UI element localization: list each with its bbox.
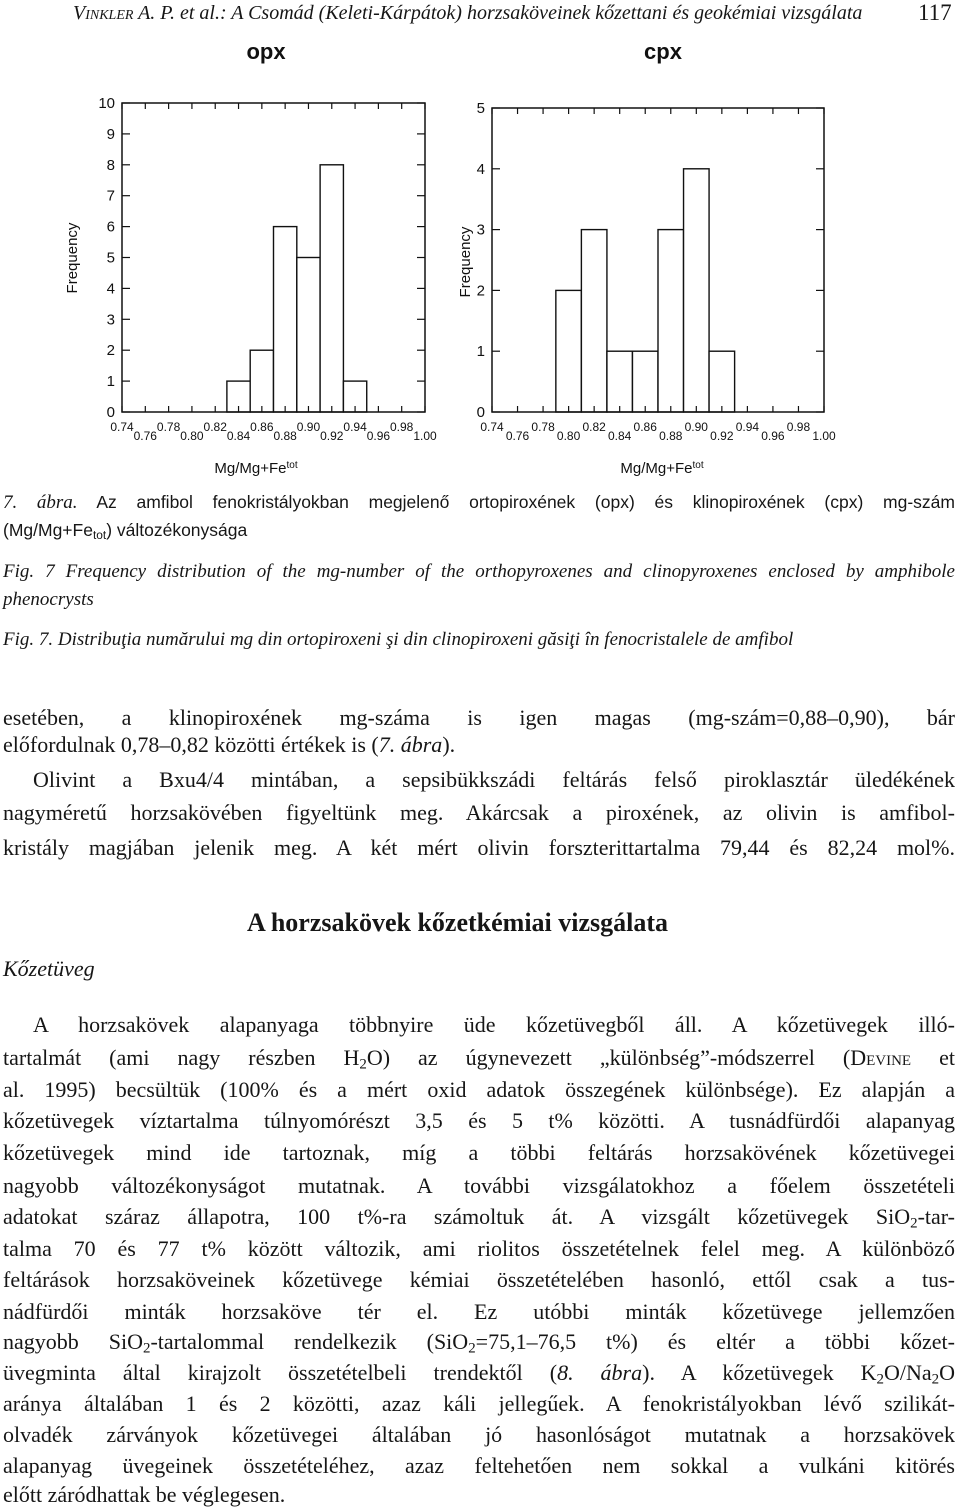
x-tick-label: 0.84 [608, 429, 632, 443]
y-tick-label: 3 [476, 221, 485, 239]
x-tick-label: 0.86 [633, 420, 657, 434]
caption-ro-line-1: Fig. 7. Distribuţia numărului mg din ortopiroxeni şi din clinopiroxeni găsiţi în fenocristalele de amfibol [3, 629, 794, 650]
histogram-bar [556, 290, 582, 412]
text-line: nádfürdői minták horzsaköve tér el. Ez utóbbi minták kőzetüvege jellemzően [3, 1299, 955, 1324]
text-segment: ). [442, 732, 456, 757]
text-segment: előfordulnak 0,78–0,82 közötti értékek is ( [3, 732, 379, 757]
x-tick-label: 0.96 [761, 429, 785, 443]
y-tick-label: 9 [106, 125, 115, 143]
text-segment: -tartalommal rendelkezik (SiO [150, 1329, 469, 1354]
text-line: al. 1995) becsültük (100% és a mért oxid adatok összegének különbsége). Ez alapján a [3, 1077, 955, 1102]
x-tick-label: 0.96 [366, 429, 391, 443]
text-line [3, 1045, 955, 1078]
x-tick-label: 0.80 [556, 429, 581, 443]
caption-hu-line-2 [3, 519, 955, 546]
caption-hu-text: Az amfibol fenokristályokban megjelenő ortopiroxének (opx) és klinopiroxének (cpx) mg-szám [77, 492, 955, 512]
y-tick-label: 6 [106, 218, 115, 236]
text-segment: O [939, 1360, 955, 1385]
x-tick-label: 0.82 [203, 420, 227, 434]
y-axis-label-cpx: Frequency [457, 226, 474, 298]
subscript: 2 [876, 1371, 884, 1388]
x-tick-label: 0.74 [110, 420, 134, 434]
text-line: olvadék zárványok kőzetüvegei általában jó hasonlóságot mutatnak a horzsakövek [3, 1422, 955, 1447]
caption-en-line-2: phenocrysts [3, 589, 94, 610]
y-tick-label: 8 [106, 156, 115, 174]
text-line: előtt záródhattak be véglegesen. [3, 1482, 286, 1507]
x-tick-label: 0.76 [505, 429, 530, 443]
text-line: kőzetüvegek mind ide tartoznak, míg a többi feltárás horzsakövének kőzetüvegei [3, 1140, 955, 1165]
text-line [3, 1204, 955, 1237]
histogram-figure [0, 0, 960, 490]
text-segment: üvegminta által kirajzolt összetételbeli trendektől ( [3, 1360, 558, 1385]
subscript: 2 [142, 1340, 151, 1357]
text-line: talma 70 és 77 t% között változik, ami riolitos összetételnek felel meg. A különböző [3, 1236, 955, 1261]
figure-reference: 8. ábra [557, 1360, 643, 1385]
histogram-bar [320, 165, 343, 412]
x-tick-label: 0.84 [226, 429, 251, 443]
text-line: kristály magjában jelenik meg. A két mért olivin forszterittartalma 79,44 és 82,24 mol%. [3, 835, 955, 860]
text-line: aránya általában 1 és 2 közötti, azaz káli jellegűek. A fenokristályokban lévő szilikát- [3, 1391, 955, 1416]
caption-hu-label: 7. ábra. [3, 492, 78, 513]
x-axis-label-opx [214, 460, 297, 478]
y-tick-label: 5 [106, 249, 115, 267]
text-line: kőzetüvegek víztartalma túlnyomórészt 3,5 és 5 t% közötti. A tusnádfürdői alapanyag [3, 1108, 955, 1133]
x-tick-label: 0.88 [659, 429, 683, 443]
x-tick-label: 0.90 [296, 420, 321, 434]
y-tick-label: 1 [476, 343, 485, 361]
y-tick-label: 4 [106, 280, 115, 298]
y-tick-label: 2 [106, 342, 115, 360]
histogram-bar [684, 169, 710, 412]
page-number: 117 [918, 0, 952, 25]
x-tick-label: 1.00 [812, 429, 836, 443]
histogram-bar [274, 227, 297, 412]
x-tick-label: 0.98 [786, 420, 811, 434]
x-tick-label: 0.90 [684, 420, 708, 434]
text-line: Olivint a Bxu4/4 mintában, a sepsibükkszádi feltárás felső piroklasztár üledékének [33, 767, 955, 792]
caption-hu-line-1 [3, 491, 955, 514]
text-segment: -tar- [917, 1204, 955, 1229]
cited-author: Devine [850, 1045, 912, 1070]
text-line [3, 1360, 955, 1393]
subscript: 2 [359, 1056, 367, 1073]
y-tick-label: 3 [106, 311, 115, 329]
x-tick-label: 0.88 [273, 429, 297, 443]
chart-title-cpx: cpx [644, 39, 682, 64]
text-line: esetében, a klinopiroxének mg-száma is igen magas (mg-szám=0,88–0,90), bár [3, 705, 955, 730]
y-axis-label-opx: Frequency [64, 222, 81, 294]
x-tick-label: 0.86 [250, 420, 274, 434]
x-tick-label: 0.92 [710, 429, 734, 443]
histogram-bar [250, 350, 273, 412]
text-line: nagyméretű horzsakövében figyeltünk meg. Akárcsak a piroxének, az olivin is amfibol- [3, 800, 955, 825]
caption-hu-text: ) változékonysága [106, 520, 248, 540]
y-tick-label: 7 [106, 187, 115, 205]
text-segment: tartalmát (ami nagy részben H [3, 1045, 360, 1070]
y-tick-label: 4 [476, 160, 485, 178]
text-segment: =75,1–76,5 t%) és eltér a többi kőzet- [475, 1329, 955, 1354]
text-line: nagyobb változékonyságot mutatnak. A további vizsgálatokhoz a főelem összetételi [3, 1173, 955, 1198]
subscript: 2 [931, 1371, 940, 1388]
text-segment: nagyobb SiO [3, 1329, 143, 1354]
y-tick-label: 5 [476, 100, 485, 117]
y-tick-label: 0 [106, 404, 115, 421]
caption-hu-text: (Mg/Mg+Fe [3, 520, 93, 540]
x-tick-label: 1.00 [413, 429, 437, 443]
x-tick-label: 0.94 [343, 420, 367, 434]
text-segment: et [911, 1045, 955, 1070]
x-tick-label: 0.78 [156, 420, 181, 434]
x-axis-label-superscript: tot [286, 459, 298, 471]
histogram-bar [581, 230, 607, 412]
text-line: A horzsakövek alapanyaga többnyire üde kőzetüvegből áll. A kőzetüvegek illó- [33, 1012, 955, 1037]
x-axis-label-superscript: tot [692, 459, 704, 471]
y-tick-label: 1 [106, 373, 115, 391]
x-tick-label: 0.80 [180, 429, 204, 443]
x-tick-label: 0.98 [390, 420, 414, 434]
histogram-bar [297, 258, 320, 413]
header-author: Vinkler [73, 2, 134, 24]
histogram-bar [658, 230, 684, 412]
histogram-bar [632, 351, 658, 412]
text-line: alapanyag üvegeinek összetételéhez, azaz feltehetően nem sokkal a vulkáni kitörés [3, 1453, 955, 1478]
chart-title-opx: opx [246, 39, 286, 64]
text-line [3, 1329, 955, 1362]
text-line [3, 732, 955, 758]
x-axis-label-main: Mg/Mg+Fe [620, 460, 693, 477]
text-segment: O/Na [883, 1360, 932, 1385]
x-axis-label-main: Mg/Mg+Fe [214, 460, 287, 477]
subsection-heading: Kőzetüveg [3, 956, 95, 981]
histogram-bar [709, 351, 735, 412]
figure-reference: 7. ábra [378, 732, 443, 757]
x-axis-label-cpx [620, 460, 703, 478]
text-segment: O) az úgynevezett „különbség”-módszerrel ( [366, 1045, 851, 1070]
subscript: 2 [468, 1340, 476, 1357]
y-tick-label: 10 [98, 95, 115, 112]
caption-hu-subscript: tot [92, 527, 107, 542]
x-tick-label: 0.76 [133, 429, 157, 443]
y-tick-label: 0 [476, 404, 485, 421]
y-tick-label: 2 [476, 282, 485, 300]
subscript: 2 [910, 1215, 918, 1232]
x-tick-label: 0.82 [582, 420, 606, 434]
text-segment: ). A kőzetüvegek K [642, 1360, 877, 1385]
x-tick-label: 0.78 [531, 420, 555, 434]
header-title: A. P. et al.: A Csomád (Keleti-Kárpátok) horzsaköveinek kőzettani és geokémiai vizsgálata [133, 2, 863, 24]
text-line: feltárások horzsaköveinek kőzetüvege kémiai összetételében hasonló, ettől csak a tus- [3, 1267, 955, 1292]
x-tick-label: 0.74 [480, 420, 504, 434]
caption-en-line-1: Fig. 7 Frequency distribution of the mg-number of the orthopyroxenes and clinopyroxenes enclosed by amphibole [3, 561, 955, 582]
text-segment: adatokat száraz állapotra, 100 t%-ra számoltuk át. A vizsgált kőzetüvegek SiO [3, 1204, 911, 1229]
histogram-bar [607, 351, 633, 412]
x-tick-label: 0.94 [735, 420, 760, 434]
x-tick-label: 0.92 [320, 429, 344, 443]
section-heading: A horzsakövek kőzetkémiai vizsgálata [247, 908, 669, 937]
